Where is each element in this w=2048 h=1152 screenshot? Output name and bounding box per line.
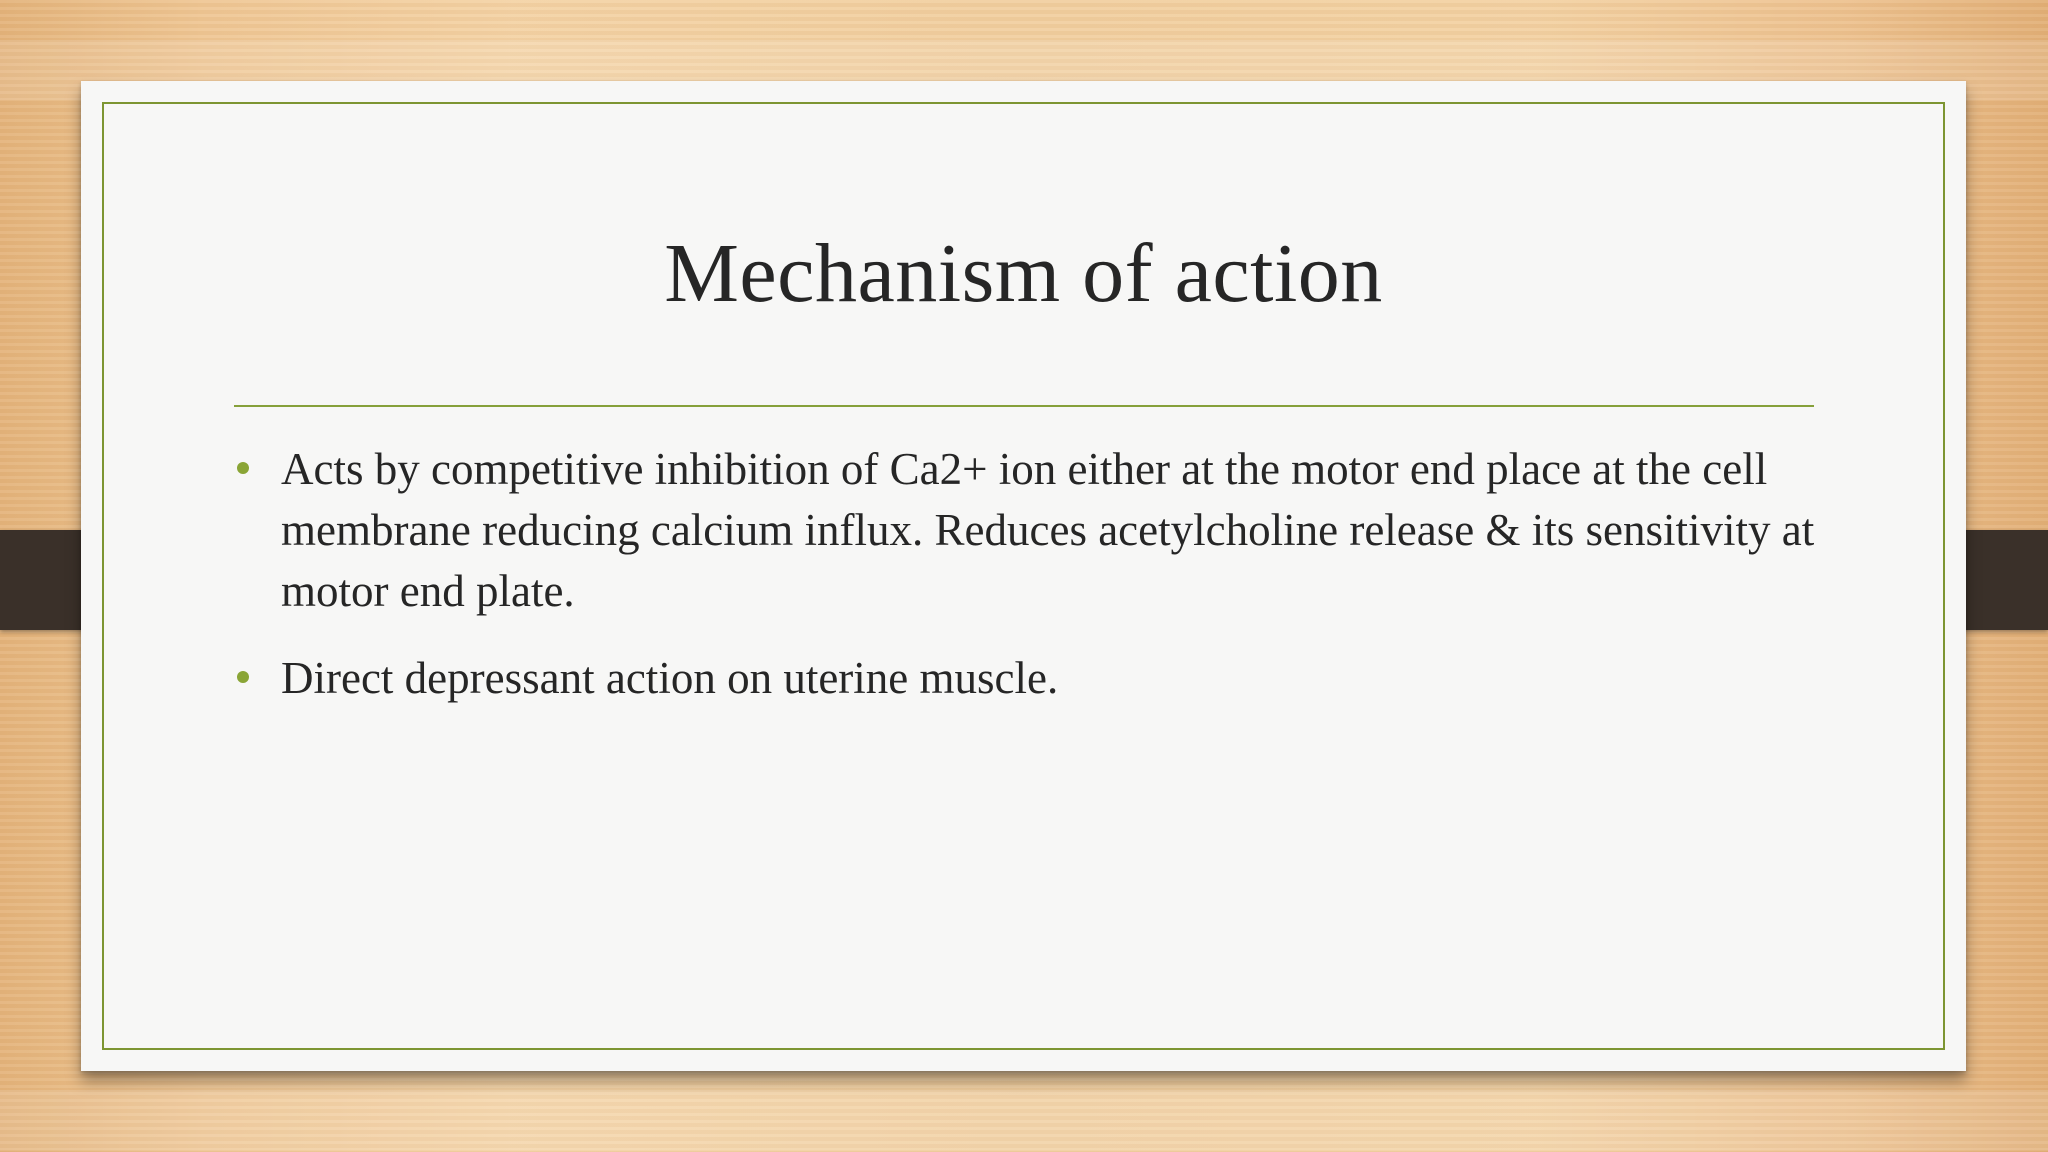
- slide-title: Mechanism of action: [664, 227, 1383, 320]
- bullet-dot-icon: [237, 462, 249, 474]
- bullet-item: [234, 648, 1854, 709]
- title-divider: [234, 405, 1814, 407]
- bullet-item: [234, 439, 1854, 622]
- slide-paper: [81, 81, 1966, 1071]
- wood-grain-band: [0, 1090, 2048, 1150]
- bullet-text: Direct depressant action on uterine muscle.: [281, 653, 1059, 703]
- bullet-text: Acts by competitive inhibition of Ca2+ ion either at the motor end place at the cell membrane reducing calcium influx. Reduces acetylcholine release & its sensitivity at motor end plate.: [281, 444, 1815, 616]
- bullet-list: [234, 439, 1854, 735]
- bullet-dot-icon: [237, 671, 249, 683]
